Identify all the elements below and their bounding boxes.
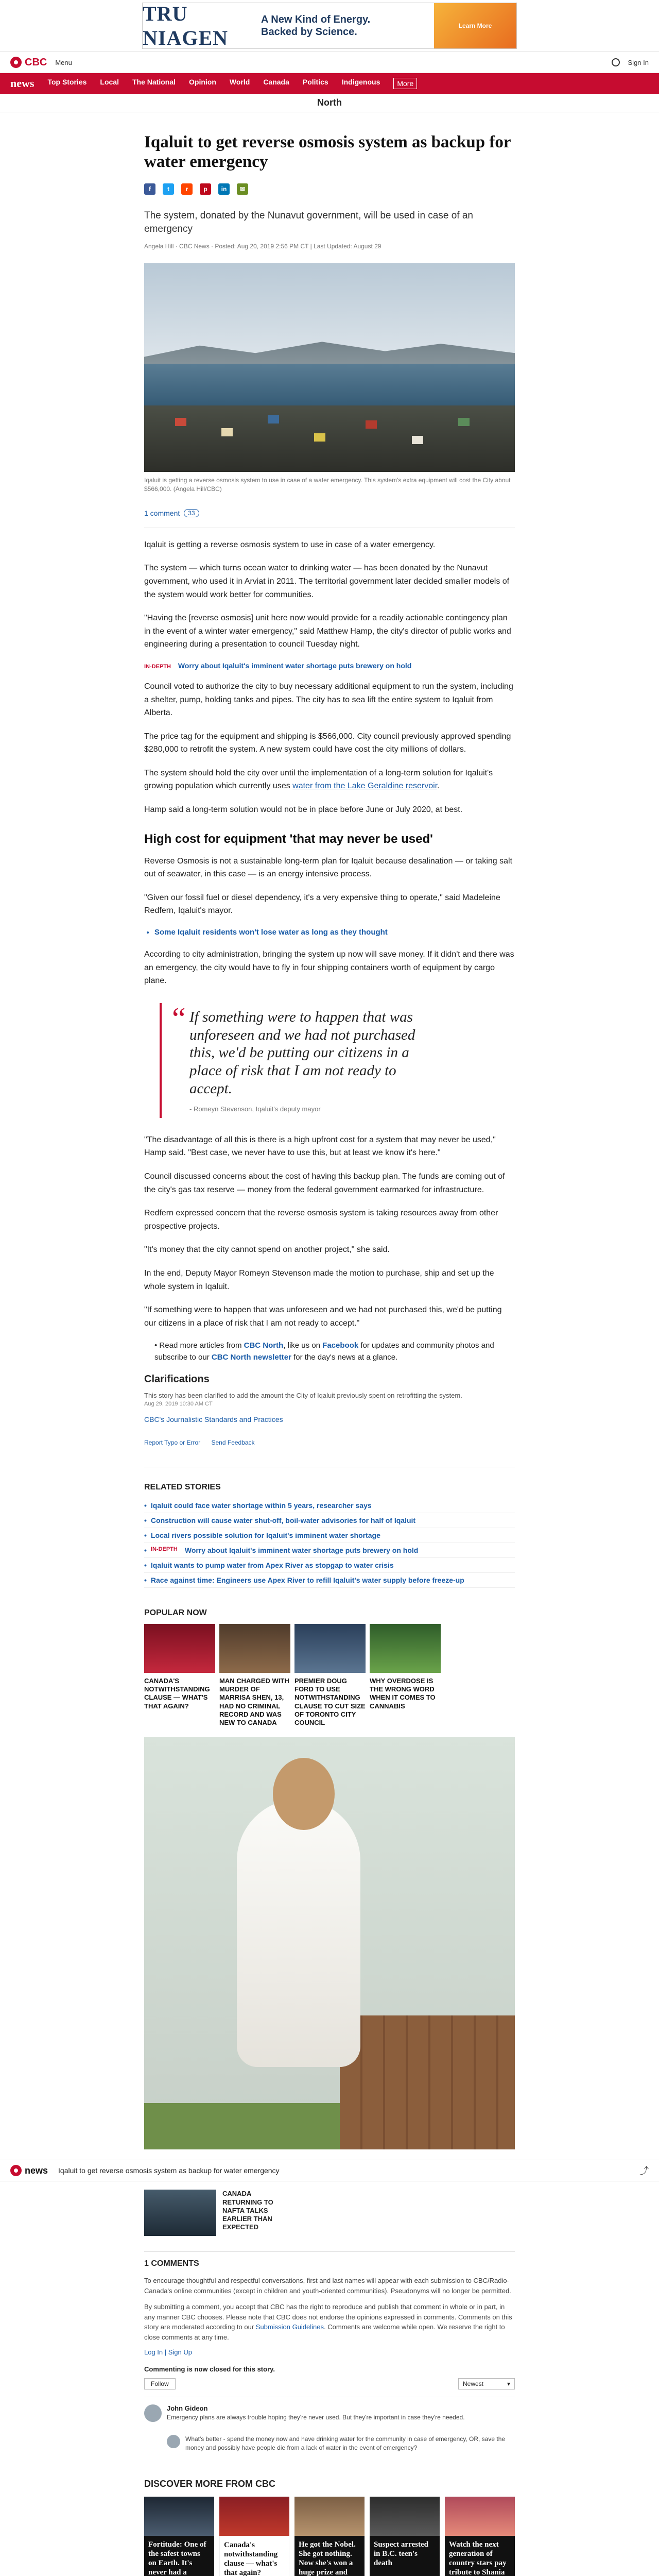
discover-card[interactable]: Canada's notwithstanding clause — what's that again?	[219, 2497, 289, 2576]
comment-reply	[144, 2430, 515, 2458]
discover-title: DISCOVER MORE FROM CBC	[144, 2478, 276, 2489]
facebook-link[interactable]: Facebook	[322, 1341, 359, 1350]
menu-button[interactable]: Menu	[55, 58, 72, 66]
share-icon[interactable]: ⤴	[639, 2166, 649, 2177]
comments-link[interactable]: 1 comment 33	[144, 509, 515, 528]
ad-brand-logo: TRU NIAGEN	[143, 3, 256, 48]
related-story[interactable]: • Construction will cause water shut-off, boil-water advisories for half of Iqaluit	[144, 1513, 515, 1528]
news-nav	[47, 78, 417, 89]
paragraph: Reverse Osmosis is not a sustainable long-term plan for Iqaluit because desalination — or taking salt out of seawater, in this case — is an energy intensive process.	[144, 856, 513, 879]
quote-mark-icon: “	[172, 1001, 186, 1036]
nav-item-top-stories[interactable]: Top Stories	[47, 78, 87, 86]
article-tools	[144, 1439, 515, 1467]
discover-card[interactable]: Suspect arrested in B.C. teen's death	[370, 2497, 440, 2576]
subheading: High cost for equipment 'that may never be used'	[144, 832, 433, 846]
login-signup-link[interactable]: Log In | Sign Up	[144, 2348, 192, 2357]
paragraph: "The disadvantage of all this is there is a high upfront cost for a system that may never be used," Hamp said. "Best case, we never have to use this, but at least we know it's here."	[144, 1135, 496, 1158]
email-icon[interactable]: ✉	[237, 183, 248, 195]
indepth-link-row	[144, 662, 515, 670]
cbc-gem-icon	[10, 57, 22, 68]
linkedin-icon[interactable]: in	[218, 183, 230, 195]
comments-title: 1 COMMENTS	[144, 2259, 199, 2268]
comments-terms: By submitting a comment, you accept that CBC has the right to reproduce and publish that comment in whole or in part, in any manner CBC chooses. Please note that CBC does not endorse the opinions expressed in comments. Comments on this story are moderated according to our Submission Guidelines. Comments are welcome while open. We reserve the right to close comments at any time.	[144, 2303, 512, 2341]
share-row	[144, 183, 515, 195]
popular-now	[144, 1608, 515, 1727]
paragraph: "If something were to happen that was unforeseen and we had not purchased this, we'd be putting our citizens in a place of risk that I am not ready to accept."	[144, 1306, 502, 1328]
ad-banner[interactable]	[142, 3, 517, 49]
paragraph: Council discussed concerns about the cost of having this backup plan. The funds are coming out of the city's gas tax reserve — money from the federal government earmarked for infrastructure.	[144, 1172, 505, 1194]
newsletter-link[interactable]: CBC North newsletter	[211, 1352, 291, 1362]
cbc-header	[0, 52, 659, 73]
sort-select[interactable]: Newest ▾	[458, 2378, 515, 2389]
read-more-block: • Read more articles from CBC North, like us on Facebook for updates and community photos and subscribe to our CBC North newsletter for the day's news at a glance.	[154, 1341, 494, 1362]
paragraph: Redfern expressed concern that the reverse osmosis system is taking resources away from other prospective projects.	[144, 1209, 498, 1231]
paragraph: The system — which turns ocean water to drinking water — has been donated by the Nunavut government, who used it in Arviat in 2011. The territorial government later decided smaller models of the system would work better for communities.	[144, 564, 510, 599]
news-nav-bar	[0, 73, 659, 94]
avatar	[144, 2404, 162, 2422]
facebook-icon[interactable]: f	[144, 183, 155, 195]
article-body	[144, 538, 515, 1364]
related-story[interactable]: • Race against time: Engineers use Apex River to refill Iqaluit's water supply before freeze-up	[144, 1573, 515, 1588]
ad-tagline-2: Backed by Science.	[261, 26, 357, 38]
comments-section	[144, 2251, 515, 2458]
popular-thumbnail	[294, 1624, 366, 1673]
hero-image	[144, 263, 515, 472]
comment-author[interactable]: John Gideon	[167, 2404, 208, 2413]
popular-thumbnail	[219, 1624, 290, 1673]
report-typo-link[interactable]: Report Typo or Error	[144, 1438, 201, 1446]
cbc-north-link[interactable]: CBC North	[244, 1341, 284, 1350]
paragraph: The system should hold the city over until the implementation of a long-term solution for Iqaluit's growing population which currently uses water from the Lake Geraldine reservoir.	[144, 768, 493, 791]
discover-card[interactable]: He got the Nobel. She got nothing. Now she's won a huge prize and	[294, 2497, 365, 2576]
related-stories-title: RELATED STORIES	[144, 1482, 221, 1492]
nav-item-politics[interactable]: Politics	[302, 78, 328, 86]
popular-card[interactable]: WHY OVERDOSE IS THE WRONG WORD WHEN IT COMES TO CANNABIS	[370, 1624, 441, 1727]
pull-quote-text: If something were to happen that was unforeseen and we had not purchased this, we'd be putting our citizens in a place of risk that I am not ready to accept.	[189, 1008, 415, 1097]
nav-item-canada[interactable]: Canada	[263, 78, 289, 86]
popular-thumbnail	[144, 1624, 215, 1673]
indepth-tag: IN-DEPTH	[144, 663, 171, 670]
nav-item-opinion[interactable]: Opinion	[189, 78, 216, 86]
nav-item-local[interactable]: Local	[100, 78, 119, 86]
paragraph: According to city administration, bringing the system up now will save money. If it didn't and there was an emergency, the city would have to fly in four shipping containers worth of equipment by cargo plane.	[144, 950, 514, 986]
discover-card[interactable]: Watch the next generation of country stars pay tribute to Shania	[445, 2497, 515, 2576]
sticky-share-bar: news Iqaluit to get reverse osmosis system as backup for water emergency ⤴	[0, 2160, 659, 2181]
popular-card[interactable]: PREMIER DOUG FORD TO USE NOTWITHSTANDING CLAUSE TO CUT SIZE OF TORONTO CITY COUNCIL	[294, 1624, 366, 1727]
cbc-gem-icon	[10, 2165, 22, 2176]
paragraph: Council voted to authorize the city to buy necessary additional equipment to run the system, including a shelter, pump, holding tanks and pipes. The city has to sea lift the entire system to Iqaluit from Alberta.	[144, 682, 513, 718]
related-story[interactable]: • IN-DEPTH Worry about Iqaluit's imminent water shortage puts brewery on hold	[144, 1543, 515, 1558]
section-title[interactable]: North	[0, 94, 659, 112]
comments-closed-note: Commenting is now closed for this story.	[144, 2365, 275, 2374]
indepth-link[interactable]: Worry about Iqaluit's imminent water shortage puts brewery on hold	[178, 661, 412, 670]
cbc-logo[interactable]: CBC	[10, 57, 47, 69]
avatar	[167, 2435, 180, 2448]
paragraph: Iqaluit is getting a reverse osmosis system to use in case of a water emergency.	[144, 540, 436, 549]
comments-policy: To encourage thoughtful and respectful conversations, first and last names will appear with each submission to CBC/Radio-Canada's online communities (except in children and youth-oriented communities). Pseudonyms will no longer be permitted.	[144, 2277, 511, 2295]
reddit-icon[interactable]: r	[181, 183, 193, 195]
popular-thumbnail	[144, 2190, 216, 2236]
journalistic-standards-link[interactable]: CBC's Journalistic Standards and Practices	[144, 1415, 283, 1423]
reply-text: What's better - spend the money now and have drinking water for the community in case of emergency, OR, save the money and possibly have people die from a lack of water in the event of emergency?	[185, 2435, 506, 2452]
image-caption: Iqaluit is getting a reverse osmosis system to use in case of a water emergency. This system's extra equipment will cost the City about $566,000. (Angela Hill/CBC)	[144, 477, 511, 493]
chevron-down-icon: ▾	[507, 2380, 510, 2388]
discover-more	[144, 2479, 515, 2576]
advertisement-image[interactable]	[144, 1737, 515, 2149]
clarifications-title: Clarifications	[144, 1374, 210, 1385]
twitter-icon[interactable]: t	[163, 183, 174, 195]
pinterest-icon[interactable]: p	[200, 183, 211, 195]
ad-tagline-1: A New Kind of Energy.	[261, 14, 371, 25]
comment-count-badge[interactable]: 33	[184, 509, 199, 517]
related-story[interactable]: • Local rivers possible solution for Iqaluit's imminent water shortage	[144, 1528, 515, 1543]
top-advertisement[interactable]	[0, 0, 659, 52]
paragraph: Hamp said a long-term solution would not be in place before June or July 2020, at best.	[144, 805, 463, 815]
paragraph: The price tag for the equipment and shipping is $566,000. City council previously approved spending $280,000 to retrofit the system. A new system could have cost the city millions of dollars.	[144, 732, 511, 754]
news-brand[interactable]: news	[10, 77, 34, 90]
discover-card[interactable]: Fortitude: One of the safest towns on Earth. It's never had a	[144, 2497, 214, 2576]
lake-geraldine-link[interactable]: water from the Lake Geraldine reservoir	[292, 782, 438, 791]
paragraph: In the end, Deputy Mayor Romeyn Stevenson made the motion to purchase, ship and set up the whole system in Iqaluit.	[144, 1268, 494, 1291]
paragraph: "It's money that the city cannot spend on another project," she said.	[144, 1245, 390, 1255]
nav-item-the-national[interactable]: The National	[132, 78, 176, 86]
follow-button[interactable]: Follow	[144, 2378, 176, 2389]
clarification-text: This story has been clarified to add the amount the City of Iqaluit previously spent on retrofitting the system.	[144, 1392, 462, 1400]
search-icon[interactable]	[612, 58, 620, 66]
related-stories	[144, 1483, 515, 1588]
pull-quote	[160, 1003, 427, 1118]
related-bullet-link[interactable]: • Some Iqaluit residents won't lose water as long as they thought	[154, 928, 515, 937]
related-story[interactable]: • Iqaluit could face water shortage within 5 years, researcher says	[144, 1498, 515, 1513]
pull-quote-attribution: - Romeyn Stevenson, Iqaluit's deputy mayor	[189, 1105, 321, 1113]
sticky-title: Iqaluit to get reverse osmosis system as backup for water emergency	[58, 2166, 280, 2175]
clarification-date: Aug 29, 2019 10:30 AM CT	[144, 1400, 213, 1407]
ad-cta[interactable]: Learn More	[434, 3, 516, 48]
headline: Iqaluit to get reverse osmosis system as backup for water emergency	[144, 133, 511, 171]
byline: Angela Hill · CBC News · Posted: Aug 20, 2019 2:56 PM CT | Last Updated: August 29	[144, 243, 381, 250]
popular-now-title: POPULAR NOW	[144, 1608, 207, 1617]
sign-in-link[interactable]: Sign In	[628, 58, 649, 66]
submission-guidelines-link[interactable]: Submission Guidelines	[255, 2323, 324, 2331]
article	[25, 112, 649, 2576]
send-feedback-link[interactable]: Send Feedback	[211, 1438, 255, 1446]
popular-thumbnail	[370, 1624, 441, 1673]
paragraph: "Having the [reverse osmosis] unit here now would provide for a readily actionable contingency plan in the event of a winter water emergency," said Matthew Hamp, the city's director of public works and engineering during a presentation to council Tuesday night.	[144, 614, 511, 649]
nav-more-button[interactable]: More	[393, 78, 417, 89]
popular-card[interactable]: CANADA RETURNING TO NAFTA TALKS EARLIER THAN EXPECTED	[144, 2190, 515, 2236]
popular-card[interactable]: MAN CHARGED WITH MURDER OF MARRISA SHEN, 13, HAD NO CRIMINAL RECORD AND WAS NEW TO CANADA	[219, 1624, 290, 1727]
deck: The system, donated by the Nunavut government, will be used in case of an emergency	[144, 210, 473, 234]
comment-text: Emergency plans are always trouble hoping they're never used. But they're important in case they're needed.	[167, 2414, 465, 2421]
nav-item-world[interactable]: World	[229, 78, 250, 86]
related-story[interactable]: • Iqaluit wants to pump water from Apex River as stopgap to water crisis	[144, 1558, 515, 1573]
popular-card[interactable]: CANADA'S NOTWITHSTANDING CLAUSE — WHAT'S THAT AGAIN?	[144, 1624, 215, 1727]
comment	[144, 2397, 515, 2429]
nav-item-indigenous[interactable]: Indigenous	[341, 78, 380, 86]
paragraph: "Given our fossil fuel or diesel dependency, it's a very expensive thing to operate," said Madeleine Redfern, Iqaluit's mayor.	[144, 893, 500, 916]
related-bullet-list	[154, 928, 515, 937]
